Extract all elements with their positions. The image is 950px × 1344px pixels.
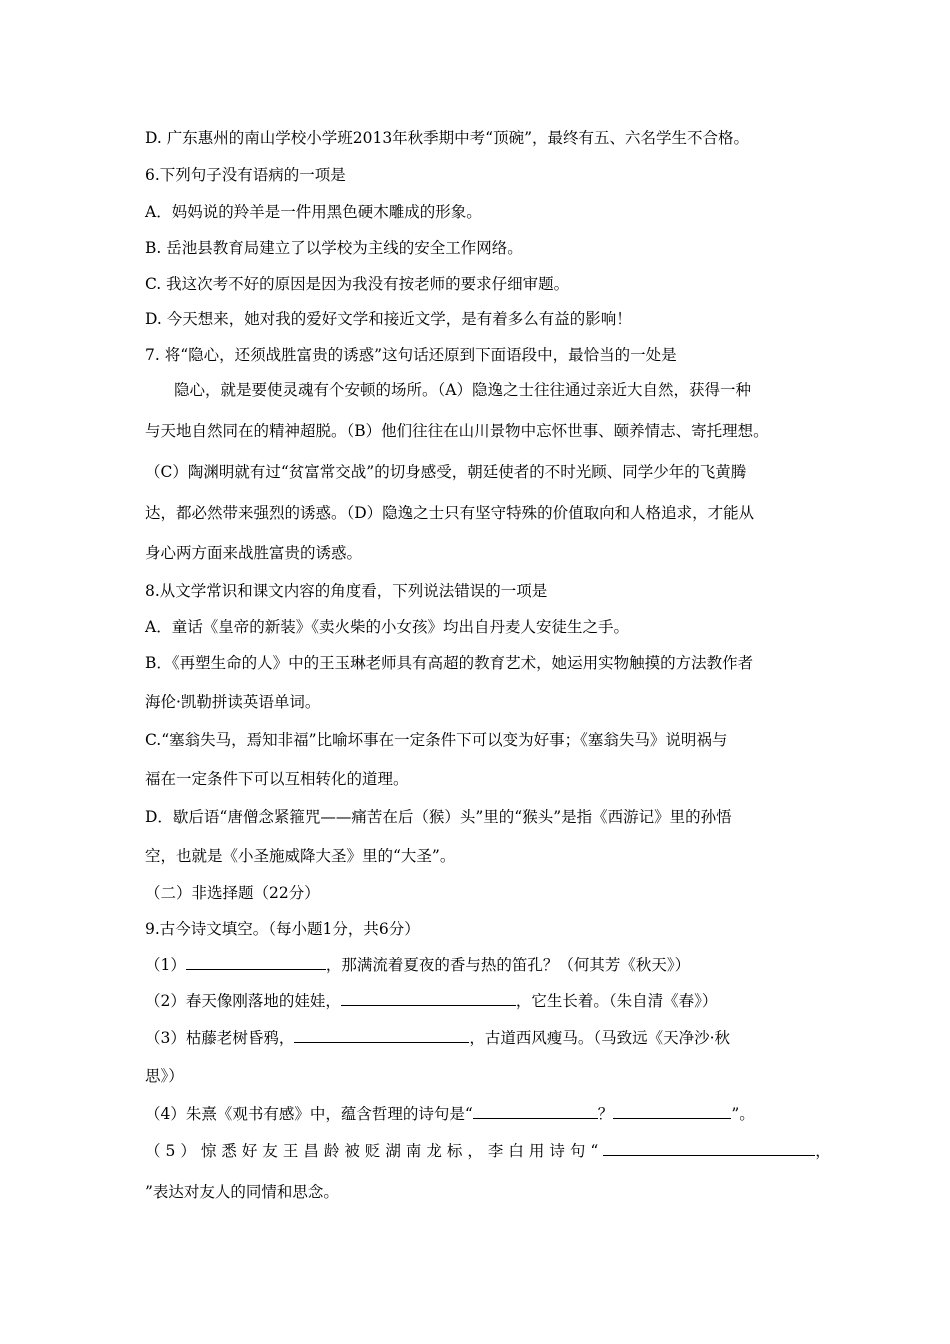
q6-option-d: D. 今天想来，她对我的爱好文学和接近文学，是有着多么有益的影响！ — [145, 310, 632, 328]
answer-blank[interactable] — [186, 955, 326, 970]
answer-blank[interactable] — [294, 1028, 469, 1043]
q9-4-prefix: （4）朱熹《观书有感》中，蕴含哲理的诗句是“ — [145, 1105, 473, 1123]
q6-stem: 6.下列句子没有语病的一项是 — [145, 166, 346, 184]
q6-option-b: B. 岳池县教育局建立了以学校为主线的安全工作网络。 — [145, 239, 523, 257]
q8-option-c: C.“塞翁失马，焉知非福”比喻坏事在一定条件下可以变为好事；《塞翁失马》说明祸与 — [145, 731, 728, 749]
q9-4-suffix: ”。 — [731, 1105, 755, 1123]
q9-2-suffix: ，它生长着。（朱自清《春》） — [515, 992, 718, 1010]
q9-4-mid: ？ — [597, 1105, 614, 1123]
answer-blank[interactable] — [341, 991, 516, 1006]
q9-item-3-cont: 思》） — [145, 1067, 184, 1085]
q9-1-suffix: ，那满流着夏夜的香与热的笛孔？（何其芳《秋天》） — [325, 956, 691, 974]
q7-passage-line: （C）陶渊明就有过“贫富常交战”的切身感受，朝廷使者的不时光顾、同学少年的飞黄腾 — [145, 463, 747, 481]
q8-stem: 8.从文学常识和课文内容的角度看，下列说法错误的一项是 — [145, 582, 548, 600]
q9-1-prefix: （1） — [145, 956, 186, 974]
q6-option-c: C. 我这次考不好的原因是因为我没有按老师的要求仔细审题。 — [145, 275, 570, 293]
q7-passage-line: 身心两方面来战胜富贵的诱惑。 — [145, 544, 363, 562]
q9-3-suffix: ，古道西风瘦马。（马致远《天净沙·秋 — [469, 1029, 731, 1047]
q9-stem: 9.古今诗文填空。（每小题1分，共6分） — [145, 920, 420, 938]
q8-option-a: A．童话《皇帝的新装》《卖火柴的小女孩》均出自丹麦人安徒生之手。 — [145, 618, 629, 636]
q9-5-prefix: （5）惊悉好友王昌龄被贬湖南龙标，李白用诗句“ — [145, 1142, 604, 1160]
answer-blank[interactable] — [603, 1141, 815, 1156]
q6-option-a: A．妈妈说的羚羊是一件用黑色硬木雕成的形象。 — [145, 203, 482, 221]
answer-blank[interactable] — [613, 1104, 731, 1119]
q7-passage-line: 隐心，就是要使灵魂有个安顿的场所。（A）隐逸之士往往通过亲近大自然，获得一种 — [174, 381, 751, 399]
q9-item-5-cont: ”表达对友人的同情和思念。 — [145, 1183, 339, 1201]
q8-option-b-cont: 海伦·凯勒拼读英语单词。 — [145, 693, 321, 711]
q9-2-prefix: （2）春天像刚落地的娃娃， — [145, 992, 341, 1010]
q7-passage-line: 达，都必然带来强烈的诱惑。（D）隐逸之士只有坚守特殊的价值取向和人格追求，才能从 — [145, 504, 755, 522]
q8-option-b: B．《再塑生命的人》中的王玉琳老师具有高超的教育艺术，她运用实物触摸的方法教作者 — [145, 654, 754, 672]
q8-option-c-cont: 福在一定条件下可以互相转化的道理。 — [145, 770, 409, 788]
q9-item-2 — [145, 991, 717, 1011]
q9-item-3 — [145, 1028, 730, 1048]
q9-item-4 — [145, 1104, 755, 1124]
q8-option-d: D．歇后语“唐僧念紧箍咒——痛苦在后（猴）头”里的“猴头”是指《西游记》里的孙悟 — [145, 808, 732, 826]
q8-option-d-cont: 空，也就是《小圣施威降大圣》里的“大圣”。 — [145, 847, 456, 865]
q7-passage-line: 与天地自然同在的精神超脱。（B）他们往往在山川景物中忘怀世事、颐养情志、寄托理想。 — [145, 422, 769, 440]
q9-item-5 — [145, 1141, 831, 1161]
q9-3-prefix: （3）枯藤老树昏鸦， — [145, 1029, 295, 1047]
section-heading: （二）非选择题（22分） — [145, 884, 320, 902]
q9-5-suffix: ， — [815, 1142, 831, 1160]
q9-item-1 — [145, 955, 690, 975]
q7-stem: 7. 将“隐心，还须战胜富贵的诱惑”这句话还原到下面语段中，最恰当的一处是 — [145, 346, 677, 364]
q5-option-d: D. 广东惠州的南山学校小学班2013年秋季期中考“顶碗”，最终有五、六名学生不合格。 — [145, 129, 750, 147]
answer-blank[interactable] — [473, 1104, 598, 1119]
